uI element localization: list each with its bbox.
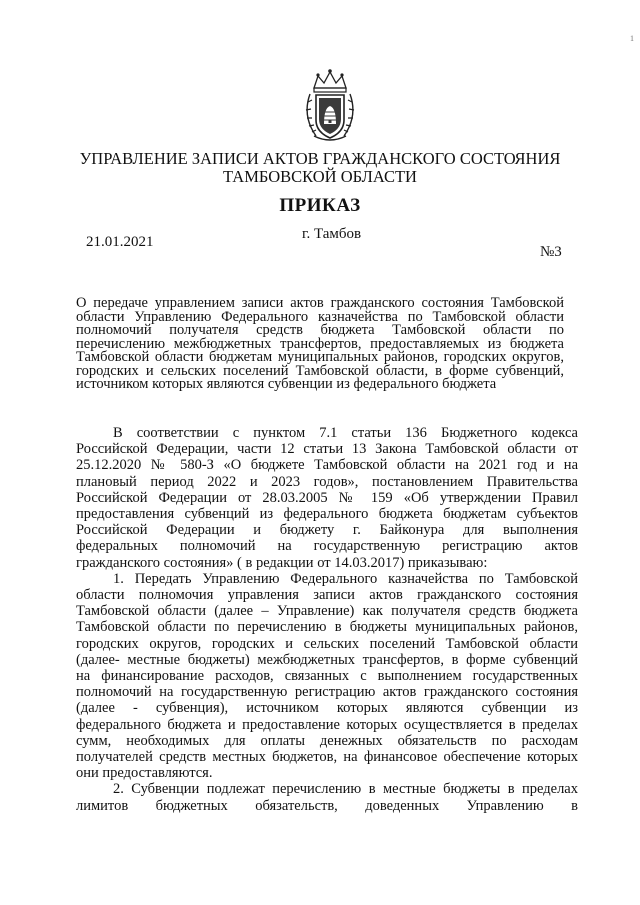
text-line: полномочий на государственную регистрацию актов гражданского состояния	[76, 684, 578, 701]
text-line: 2. Субвенции подлежат перечислению в местные бюджеты в пределах	[113, 781, 578, 798]
text-line: 1. Передать Управлению Федерального казначейства по Тамбовской	[113, 570, 578, 587]
order-number: №3	[540, 244, 562, 260]
organization-line-1: УПРАВЛЕНИЕ ЗАПИСИ АКТОВ ГРАЖДАНСКОГО СОСТОЯНИЯ	[79, 149, 561, 168]
order-body	[76, 425, 578, 814]
organization-name	[0, 150, 640, 186]
organization-line-2: ТАМБОВСКОЙ ОБЛАСТИ	[223, 167, 417, 186]
text-line: плановый период 2022 и 2023 годов», постановлением Правительства	[76, 473, 578, 490]
document-type: ПРИКАЗ	[279, 195, 361, 216]
text-line: они предоставляются.	[76, 765, 213, 782]
text-line: области полномочия управления записи актов гражданского состояния	[76, 587, 578, 604]
text-line: Российской Федерации и бюджету г. Байконура для выполнения	[76, 522, 578, 539]
preamble-paragraph	[76, 425, 578, 571]
text-line: предоставления субвенций из федерального бюджета бюджетам субъектов	[76, 506, 578, 523]
text-line: Тамбовской области по перечислению в бюджеты муниципальных районов,	[76, 619, 578, 636]
text-line: сумм, необходимых для оплаты денежных обязательств по расходам	[76, 732, 578, 749]
item-1-paragraph	[76, 571, 578, 782]
coat-of-arms-emblem	[300, 68, 360, 146]
item-2-paragraph	[76, 781, 578, 813]
text-line: гражданского состояния» ( в редакции от 14.03.2017) приказываю:	[76, 554, 488, 571]
text-line: на финансирование расходов, связанных с выполнением государственных	[76, 668, 578, 685]
text-line: Тамбовской области (далее – Управление) как получателя средств бюджета	[76, 603, 578, 620]
text-line: городских округов, городских и сельских поселений Тамбовской области	[76, 635, 578, 652]
text-line: федеральных полномочий на государственную регистрацию актов	[76, 538, 578, 555]
text-line: получателей средств местных бюджетов, на финансовое обеспечение которых	[76, 749, 578, 766]
text-line: (далее- местные бюджеты) межбюджетных трансфертов, в форме субвенций	[76, 651, 578, 668]
text-line: Российской Федерации, части 12 статьи 13 Закона Тамбовской области от	[76, 441, 578, 458]
text-line: 25.12.2020 № 580-З «О бюджете Тамбовской области на 2021 год и на	[76, 457, 578, 474]
order-subject: О передаче управлением записи актов гражданского состояния Тамбовской области Управлению Федерального казначейства по Тамбовской области полномочий получателя средств бюджета Тамбовской области по перечислению межбюджетных трансфертов, предоставляемых из бюджета Тамбовской области бюджетам муниципальных районов, городских округов, городских и сельских поселений Тамбовской области, в форме субвенций, источником которых являются субвенции из федерального бюджета	[76, 295, 564, 392]
text-line: (далее - субвенция), источником которых являются субвенции из	[76, 700, 578, 717]
text-line: Российской Федерации от 28.03.2005 № 159 «Об утверждении Правил	[76, 489, 578, 506]
edge-mark: 1	[630, 34, 634, 43]
text-line: В соответствии с пунктом 7.1 статьи 136 Бюджетного кодекса	[113, 425, 578, 441]
text-line: федерального бюджета и предоставление которых осуществляется в пределах	[76, 716, 578, 733]
text-line: лимитов бюджетных обязательств, доведенных Управлению в	[76, 797, 578, 814]
city: г. Тамбов	[302, 226, 362, 242]
order-date: 21.01.2021	[86, 234, 154, 250]
